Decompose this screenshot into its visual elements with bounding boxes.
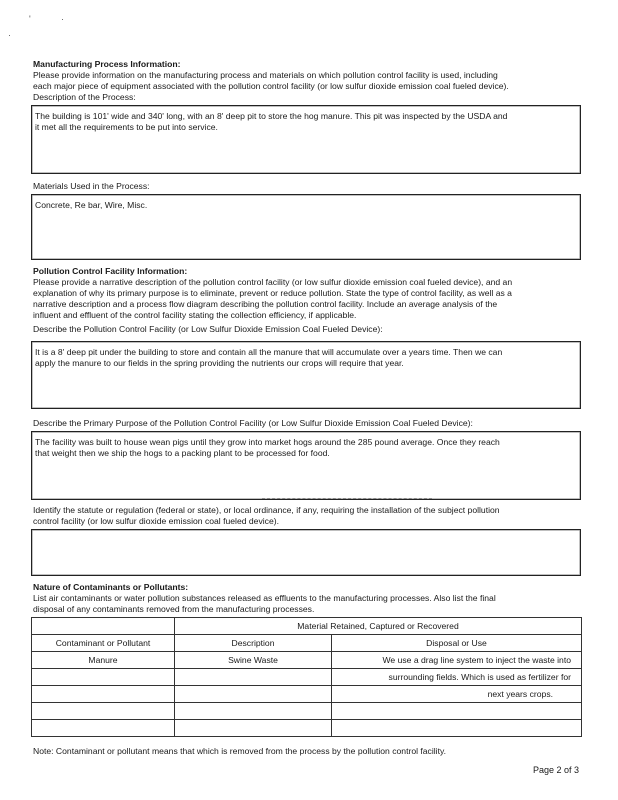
- contaminant-cell[interactable]: [32, 686, 175, 703]
- contaminant-cell[interactable]: [32, 669, 175, 686]
- table-cell: [32, 618, 175, 635]
- pollution-control-intro-line: explanation of why its primary purpose is to eliminate, prevent or reduce pollution. State the type of control facility, as well as a: [33, 288, 512, 298]
- description-cell[interactable]: [175, 686, 332, 703]
- contaminants-intro-line: List air contaminants or water pollution substances released as effluents to the manufacturing processes. Also list the final: [33, 593, 496, 603]
- table-row: [32, 720, 582, 737]
- page-number: Page 2 of 3: [533, 765, 580, 775]
- scan-speck: ·: [61, 14, 64, 24]
- pollution-control-intro-line: influent and effluent of the control facility stating the collection efficiency, if applicable.: [33, 310, 357, 320]
- table-row: [32, 652, 582, 669]
- primary-purpose-line: that weight then we ship the hogs to a packing plant to be processed for food.: [35, 447, 330, 458]
- contaminants-heading: Nature of Contaminants or Pollutants:: [33, 582, 189, 592]
- contaminant-note: Note: Contaminant or pollutant means that which is removed from the process by the pollution control facility.: [33, 746, 447, 756]
- pollution-control-intro-line: Please provide a narrative description of the pollution control facility (or low sulfur dioxide emission coal fueled device), and an: [33, 277, 513, 287]
- table-row: [32, 635, 582, 652]
- disposal-cell[interactable]: surrounding fields. Which is used as fertilizer for: [332, 669, 582, 686]
- process-description-field[interactable]: [31, 105, 581, 174]
- column-header-contaminant: Contaminant or Pollutant: [32, 635, 175, 652]
- description-cell[interactable]: [175, 669, 332, 686]
- statute-label-line: control facility (or low sulfur dioxide emission coal fueled device).: [33, 516, 279, 526]
- contaminants-table: [31, 617, 582, 737]
- primary-purpose-line: The facility was built to house wean pigs until they grow into market hogs around the 285 pound average. Once they reach: [35, 437, 500, 447]
- scan-divider: [262, 498, 432, 499]
- describe-facility-line: apply the manure to our fields in the spring providing the nutrients our crops will require that year.: [35, 357, 404, 368]
- material-retained-header: Material Retained, Captured or Recovered: [175, 618, 582, 635]
- scan-speck: ·: [8, 30, 11, 40]
- table-row: [32, 686, 582, 703]
- materials-value: Concrete, Re bar, Wire, Misc.: [35, 200, 148, 210]
- process-description-label: Description of the Process:: [33, 92, 136, 102]
- disposal-cell[interactable]: [332, 703, 582, 720]
- contaminants-intro-line: disposal of any contaminants removed from the manufacturing processes.: [33, 604, 315, 614]
- materials-label: Materials Used in the Process:: [33, 181, 150, 191]
- table-row: [32, 703, 582, 720]
- process-description-line: it met all the requirements to be put into service.: [35, 121, 218, 132]
- primary-purpose-field[interactable]: [31, 431, 581, 500]
- table-row: [32, 618, 582, 635]
- pollution-control-heading: Pollution Control Facility Information:: [33, 266, 188, 276]
- manufacturing-heading: Manufacturing Process Information:: [33, 59, 181, 69]
- materials-field[interactable]: [31, 194, 581, 260]
- describe-facility-field[interactable]: [31, 341, 581, 409]
- process-description-line: The building is 101' wide and 340' long, with an 8' deep pit to store the hog manure. This pit was inspected by the USDA and: [35, 111, 508, 121]
- describe-facility-label: Describe the Pollution Control Facility (or Low Sulfur Dioxide Emission Coal Fueled Device):: [33, 324, 383, 334]
- scan-speck: ': [29, 14, 31, 24]
- column-header-description: Description: [175, 635, 332, 652]
- description-cell[interactable]: [175, 720, 332, 737]
- description-cell[interactable]: Swine Waste: [175, 652, 332, 669]
- contaminant-cell[interactable]: [32, 703, 175, 720]
- disposal-cell[interactable]: next years crops.: [332, 686, 582, 703]
- describe-facility-line: It is a 8' deep pit under the building to store and contain all the manure that will accumulate over a years time. Then we can: [35, 347, 503, 357]
- disposal-cell[interactable]: [332, 720, 582, 737]
- manufacturing-intro-line: each major piece of equipment associated with the pollution control facility (or low sulfur dioxide emission coal fueled device).: [33, 81, 509, 91]
- table-row: [32, 669, 582, 686]
- primary-purpose-label: Describe the Primary Purpose of the Pollution Control Facility (or Low Sulfur Dioxide Emission Coal Fueled Device):: [33, 418, 473, 428]
- column-header-disposal: Disposal or Use: [332, 635, 582, 652]
- description-cell[interactable]: [175, 703, 332, 720]
- disposal-cell[interactable]: We use a drag line system to inject the waste into: [332, 652, 582, 669]
- statute-field[interactable]: [31, 529, 581, 576]
- pollution-control-intro-line: narrative description and a process flow diagram describing the pollution control facility. Include an average analysis of the: [33, 299, 498, 309]
- statute-label-line: Identify the statute or regulation (federal or state), or local ordinance, if any, requiring the installation of the subject pollution: [33, 505, 500, 515]
- contaminant-cell[interactable]: [32, 720, 175, 737]
- contaminant-cell[interactable]: Manure: [32, 652, 175, 669]
- manufacturing-intro-line: Please provide information on the manufacturing process and materials on which pollution control facility is used, including: [33, 70, 498, 80]
